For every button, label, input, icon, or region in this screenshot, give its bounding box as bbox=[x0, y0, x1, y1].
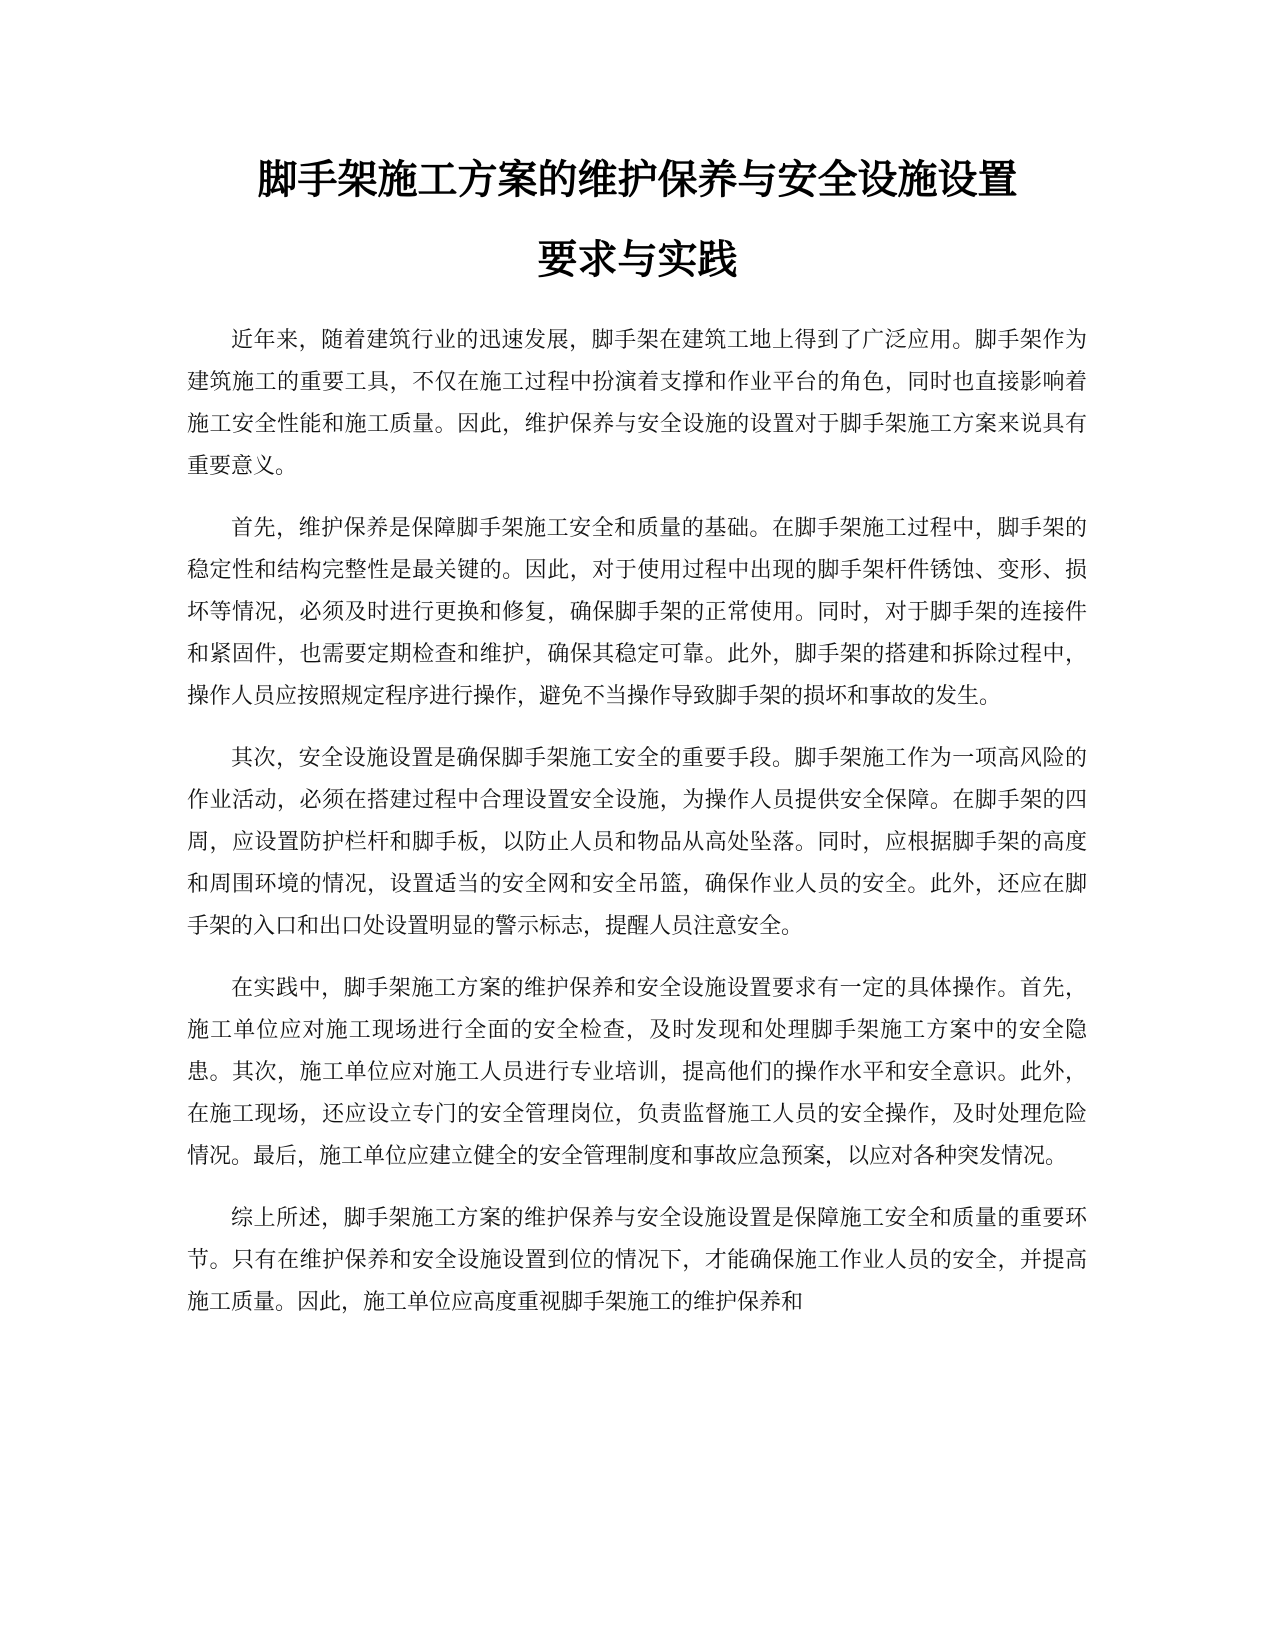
page-title bbox=[150, 140, 1125, 300]
paragraph-maintenance: 首先，维护保养是保障脚手架施工安全和质量的基础。在脚手架施工过程中，脚手架的稳定性和结构完整性是最关键的。因此，对于使用过程中出现的脚手架杆件锈蚀、变形、损坏等情况，必须及时进行更换和修复，确保脚手架的正常使用。同时，对于脚手架的连接件和紧固件，也需要定期检查和维护，确保其稳定可靠。此外，脚手架的搭建和拆除过程中，操作人员应按照规定程序进行操作，避免不当操作导致脚手架的损坏和事故的发生。 bbox=[187, 516, 1087, 709]
title-line-2: 要求与实践 bbox=[537, 237, 738, 283]
paragraph-conclusion: 综上所述，脚手架施工方案的维护保养与安全设施设置是保障施工安全和质量的重要环节。只有在维护保养和安全设施设置到位的情况下，才能确保施工作业人员的安全，并提高施工质量。因此，施工单位应高度重视脚手架施工的维护保养和 bbox=[187, 1206, 1087, 1315]
paragraph-intro: 近年来，随着建筑行业的迅速发展，脚手架在建筑工地上得到了广泛应用。脚手架作为建筑施工的重要工具，不仅在施工过程中扮演着支撑和作业平台的角色，同时也直接影响着施工安全性能和施工质量。因此，维护保养与安全设施的设置对于脚手架施工方案来说具有重要意义。 bbox=[187, 328, 1087, 479]
title-line-1: 脚手架施工方案的维护保养与安全设施设置 bbox=[257, 157, 1018, 203]
document-body bbox=[187, 320, 1087, 1344]
paragraph-safety-facilities: 其次，安全设施设置是确保脚手架施工安全的重要手段。脚手架施工作为一项高风险的作业活动，必须在搭建过程中合理设置安全设施，为操作人员提供安全保障。在脚手架的四周，应设置防护栏杆和脚手板，以防止人员和物品从高处坠落。同时，应根据脚手架的高度和周围环境的情况，设置适当的安全网和安全吊篮，确保作业人员的安全。此外，还应在脚手架的入口和出口处设置明显的警示标志，提醒人员注意安全。 bbox=[187, 746, 1087, 939]
paragraph-practice: 在实践中，脚手架施工方案的维护保养和安全设施设置要求有一定的具体操作。首先，施工单位应对施工现场进行全面的安全检查，及时发现和处理脚手架施工方案中的安全隐患。其次，施工单位应对施工人员进行专业培训，提高他们的操作水平和安全意识。此外，在施工现场，还应设立专门的安全管理岗位，负责监督施工人员的安全操作，及时处理危险情况。最后，施工单位应建立健全的安全管理制度和事故应急预案，以应对各种突发情况。 bbox=[187, 976, 1087, 1169]
